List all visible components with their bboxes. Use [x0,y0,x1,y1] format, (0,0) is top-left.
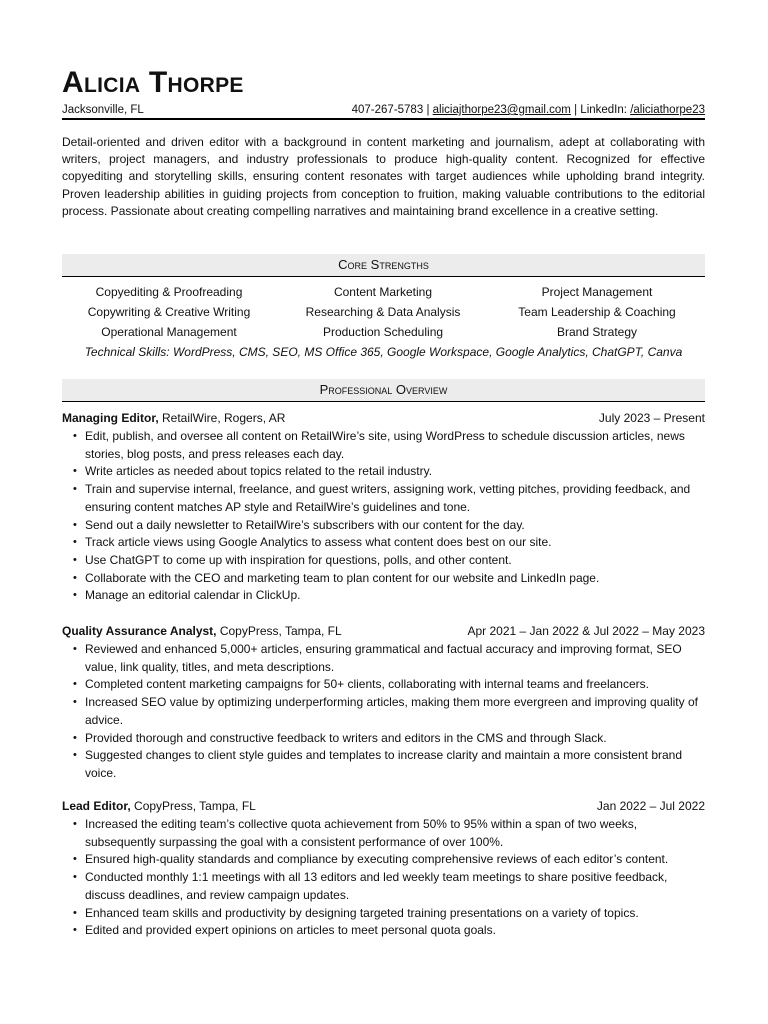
bullet-item [62,570,705,588]
linkedin-label: LinkedIn: [580,104,627,116]
separator: | [574,104,578,116]
bullet-icon: • [73,643,77,655]
bullet-text: Reviewed and enhanced 5,000+ articles, ensuring grammatical and factual accuracy and improving format, SEO value, link quality, titles, and meta descriptions. [85,642,682,674]
job-bullets [62,816,705,940]
bullet-text: Provided thorough and constructive feedback to writers and editors in the CMS and through Slack. [85,730,607,745]
bullet-icon: • [73,871,77,884]
bullet-item [62,694,705,729]
bullet-icon: • [73,536,77,549]
header-divider [62,118,705,120]
bullet-item [62,816,705,851]
bullet-item [62,587,705,605]
technical-skills: Technical Skills: WordPress, CMS, SEO, MS Office 365, Google Workspace, Google Analytics, ChatGPT, Canva [84,345,683,359]
email-link[interactable]: aliciajthorpe23@gmail.com [432,104,571,116]
job-company: CopyPress, Tampa, FL [216,624,342,638]
bullet-text: Increased SEO value by optimizing underperforming articles, making them more evergreen and improving quality of advice. [85,695,698,727]
bullet-icon: • [73,696,77,709]
contact-row [62,103,705,118]
professional-summary: Detail-oriented and driven editor with a background in content marketing and journalism, adept at collaborating with writers, project managers, and industry professionals to produce high-quality content. Recognized for effective copyediting and storytelling skills, ensuring content resonates with target audiences while upholding brand integrity. Proven leadership abilities in guiding projects from conception to fruition, making valuable contributions to the editorial process. Passionate about creating compelling narratives and maintaining brand excellence in a creative setting. [62,135,705,218]
strength-item: Team Leadership & Coaching [518,305,676,319]
strengths-row [62,284,705,304]
job-title: Managing Editor, [62,411,159,425]
bullet-item [62,552,705,570]
bullet-text: Edited and provided expert opinions on articles to meet personal quota goals. [85,923,496,938]
bullet-text: Manage an editorial calendar in ClickUp. [85,588,301,603]
job-dates: Apr 2021 – Jan 2022 & Jul 2022 – May 2023 [467,624,705,638]
job-company: RetailWire, Rogers, AR [158,411,286,425]
strength-item: Production Scheduling [322,325,444,339]
bullet-icon: • [73,853,77,866]
bullet-text: Suggested changes to client style guides and templates to increase clarity and maintain a more consistent brand voice. [85,748,683,780]
bullet-item [62,463,705,481]
contact-details [352,103,705,118]
job-bullets [62,428,705,605]
job-header [62,798,705,816]
bullet-icon: • [73,571,77,584]
bullet-text: Edit, publish, and oversee all content on RetailWire’s site, using WordPress to schedule discussion articles, news stories, blog posts, and press releases each day. [85,429,685,461]
bullet-text: Send out a daily newsletter to RetailWire’s subscribers with our content for the day. [85,517,525,532]
bullet-text: Write articles as needed about topics related to the retail industry. [85,464,433,479]
bullet-text: Use ChatGPT to come up with inspiration for questions, polls, and other content. [85,552,512,567]
strengths-row [62,324,705,344]
section-title: Core Strengths [338,257,429,272]
professional-overview-header [62,379,705,402]
job-dates: July 2023 – Present [598,411,705,425]
strength-item: Project Management [541,285,653,299]
candidate-name: Alicia Thorpe [62,66,244,99]
bullet-text: Track article views using Google Analytics to assess what content does best on our site. [85,535,552,550]
strengths-row [62,304,705,324]
bullet-text: Conducted monthly 1:1 meetings with all 13 editors and led weekly team meetings to share positive feedback, discuss deadlines, and review campaign updates. [85,870,668,902]
section-title: Professional Overview [319,382,448,397]
core-strengths-grid [62,284,705,344]
bullet-icon: • [73,518,77,531]
bullet-text: Enhanced team skills and productivity by designing targeted training presentations on a variety of topics. [85,905,639,920]
bullet-icon: • [73,483,77,496]
job-dates: Jan 2022 – Jul 2022 [596,799,705,813]
bullet-item [62,730,705,748]
bullet-item [62,534,705,552]
job-title: Quality Assurance Analyst, [62,624,217,638]
strength-item: Researching & Data Analysis [305,305,461,319]
bullet-text: Ensured high-quality standards and compliance by executing comprehensive reviews of each editor’s content. [85,852,669,867]
bullet-item [62,869,705,904]
job-role [62,623,342,640]
bullet-item [62,517,705,535]
bullet-icon: • [73,589,77,602]
bullet-text: Completed content marketing campaigns for 50+ clients, collaborating with internal teams and freelancers. [85,677,649,692]
job-entry-qa-analyst [62,623,705,783]
strength-item: Brand Strategy [556,325,638,339]
core-strengths-header [62,254,705,277]
strength-item: Copywriting & Creative Writing [87,305,251,319]
bullet-icon: • [73,553,77,566]
bullet-icon: • [73,818,77,830]
job-entry-lead-editor [62,798,705,940]
bullet-item [62,481,705,516]
job-role [62,798,256,815]
bullet-item [62,747,705,782]
bullet-icon: • [73,906,77,919]
bullet-item [62,851,705,869]
bullet-text: Collaborate with the CEO and marketing team to plan content for our website and LinkedIn page. [85,570,600,585]
linkedin-link[interactable]: /aliciathorpe23 [630,104,705,116]
bullet-icon: • [73,465,77,478]
job-header [62,410,705,428]
job-title: Lead Editor, [62,799,131,813]
bullet-icon: • [73,731,77,744]
bullet-icon: • [73,749,77,762]
separator: | [426,104,430,116]
job-bullets [62,641,705,783]
bullet-icon: • [73,924,77,937]
bullet-item [62,676,705,694]
bullet-text: Increased the editing team’s collective quota achievement from 50% to 95% within a span of two weeks, subsequently surpassing the goal with a consistent performance of over 100%. [85,817,638,849]
bullet-item [62,905,705,923]
bullet-item [62,922,705,940]
strength-item: Copyediting & Proofreading [95,285,243,299]
bullet-item [62,641,705,676]
strength-item: Content Marketing [333,285,433,299]
bullet-icon: • [73,678,77,691]
phone: 407-267-5783 [351,104,424,116]
job-company: CopyPress, Tampa, FL [130,799,256,813]
job-entry-managing-editor [62,410,705,605]
location: Jacksonville, FL [62,104,144,116]
job-header [62,623,705,641]
bullet-item [62,428,705,463]
job-role [62,410,285,427]
bullet-text: Train and supervise internal, freelance, and guest writers, assigning work, vetting pitches, providing feedback, and ensuring content matches AP style and RetailWire’s guidelines and tone. [85,482,691,514]
strength-item: Operational Management [101,325,237,339]
bullet-icon: • [73,430,77,442]
